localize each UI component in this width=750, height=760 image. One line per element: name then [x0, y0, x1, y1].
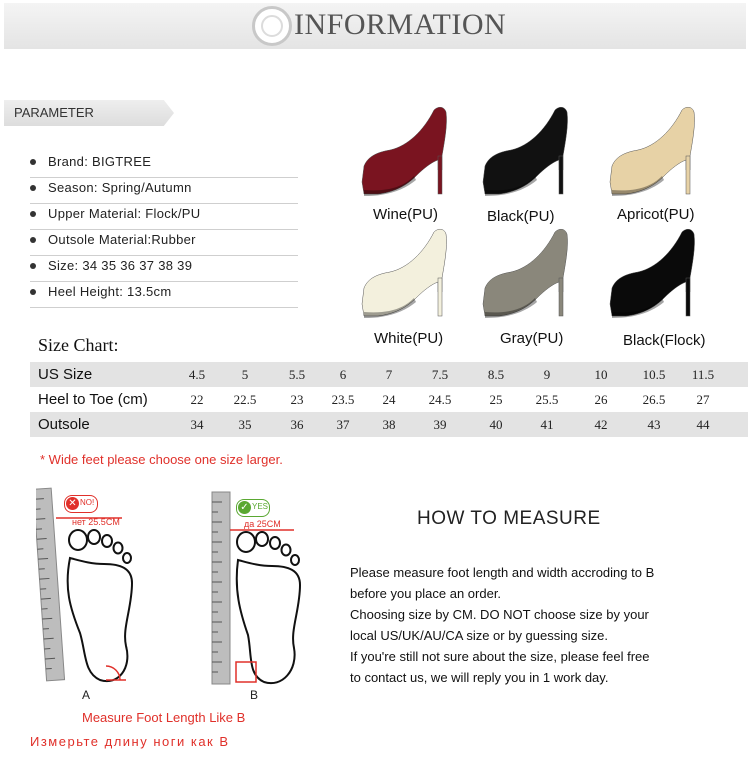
size-chart-row-label: US Size	[38, 366, 93, 383]
size-chart-cell: 7.5	[431, 367, 449, 382]
size-chart-cell: 35	[238, 417, 252, 432]
size-chart-cell: 10.5	[642, 367, 666, 382]
parameter-tab-label: PARAMETER	[14, 105, 94, 120]
size-chart-cell: 22	[190, 392, 204, 407]
size-chart-cell: 23.5	[331, 392, 355, 407]
size-chart-cell: 37	[336, 417, 350, 432]
size-chart-cell: 9	[543, 367, 551, 382]
size-chart-cell: 24.5	[428, 392, 452, 407]
size-chart-cell: 39	[433, 417, 447, 432]
wrong-foot-outline-icon	[60, 528, 142, 686]
spec-row	[30, 255, 298, 282]
spec-text: Outsole Material:Rubber	[48, 232, 196, 247]
shoe-image	[358, 104, 458, 200]
shoe-heel	[559, 156, 563, 194]
wide-feet-note: * Wide feet please choose one size larger.	[40, 452, 283, 467]
shoe-body	[610, 229, 695, 316]
shoe-heel	[438, 278, 442, 316]
correct-foot-outline-icon	[232, 530, 314, 688]
shoe-color-label: Black(PU)	[487, 208, 555, 225]
header-circle-logo	[252, 6, 292, 46]
shoe-color-label: White(PU)	[374, 330, 444, 347]
instruction-line: Please measure foot length and width accroding to B	[350, 565, 655, 580]
size-chart-cell: 27	[696, 392, 710, 407]
instruction-line: Choosing size by CM. DO NOT choose size by your	[350, 607, 649, 622]
spec-text: Season: Spring/Autumn	[48, 180, 192, 195]
bullet-icon	[30, 211, 36, 217]
bullet-icon	[30, 237, 36, 243]
instruction-line: local US/UK/AU/CA size or by guessing size.	[350, 628, 608, 643]
size-chart-cell: 24	[382, 392, 396, 407]
size-chart-cell: 42	[594, 417, 608, 432]
size-chart-cell: 4.5	[188, 367, 206, 382]
measure-caption-russian: Измерьте длину ноги как В	[30, 734, 230, 749]
size-chart-cell: 5.5	[288, 367, 306, 382]
spec-text: Size: 34 35 36 37 38 39	[48, 258, 193, 273]
shoe-image	[479, 104, 579, 200]
instruction-line: If you're still not sure about the size, please feel free	[350, 649, 650, 664]
size-chart-cell: 26.5	[642, 392, 666, 407]
size-chart-cell: 11.5	[691, 367, 715, 382]
shoe-image	[606, 104, 706, 200]
shoe-color-label: Apricot(PU)	[617, 206, 695, 223]
bullet-icon	[30, 159, 36, 165]
size-chart-cell: 40	[489, 417, 503, 432]
correct-measure-text: да 25CM	[244, 519, 281, 529]
spec-text: Upper Material: Flock/PU	[48, 206, 201, 221]
spec-text: Heel Height: 13.5cm	[48, 284, 172, 299]
spec-row	[30, 229, 298, 256]
size-chart-cell: 8.5	[487, 367, 505, 382]
spec-row	[30, 151, 298, 178]
shoe-heel	[686, 278, 690, 316]
bullet-icon	[30, 185, 36, 191]
size-chart-row	[30, 362, 748, 387]
shoe-body	[483, 107, 568, 194]
bullet-icon	[30, 263, 36, 269]
shoe-color-label: Wine(PU)	[373, 206, 439, 223]
label-b: B	[250, 688, 259, 702]
yes-badge-label: YES	[252, 502, 269, 511]
spec-row	[30, 203, 298, 230]
spec-text: Brand: BIGTREE	[48, 154, 152, 169]
size-chart-cell: 6	[339, 367, 347, 382]
size-chart-cell: 36	[290, 417, 304, 432]
size-chart-cell: 5	[241, 367, 249, 382]
size-chart-title: Size Chart:	[38, 335, 119, 355]
size-chart-cell: 26	[594, 392, 608, 407]
cross-icon: ✕	[66, 497, 79, 510]
shoe-color-label: Black(Flock)	[623, 332, 706, 349]
size-chart-row-label: Heel to Toe (cm)	[38, 391, 148, 408]
shoe-heel	[686, 156, 690, 194]
shoe-image	[479, 226, 579, 322]
size-chart-cell: 38	[382, 417, 396, 432]
shoe-heel	[438, 156, 442, 194]
size-chart-cell: 43	[647, 417, 661, 432]
shoe-image	[606, 226, 706, 322]
spec-row	[30, 281, 298, 308]
size-chart-cell: 25.5	[535, 392, 559, 407]
size-chart-cell: 22.5	[233, 392, 257, 407]
size-chart-cell: 23	[290, 392, 304, 407]
yes-badge	[236, 499, 270, 517]
size-chart-row-label: Outsole	[38, 416, 90, 433]
size-chart-row	[30, 387, 748, 412]
how-to-measure-title: HOW TO MEASURE	[417, 508, 601, 529]
shoe-color-label: Gray(PU)	[500, 330, 564, 347]
wrong-measure-text: нет 25.5CM	[72, 517, 120, 527]
shoe-body	[362, 107, 447, 194]
instruction-line: to contact us, we will reply you in 1 work day.	[350, 670, 609, 685]
spec-row	[30, 177, 298, 204]
shoe-body	[610, 107, 695, 194]
shoe-image	[358, 226, 458, 322]
measure-caption-english: Measure Foot Length Like B	[82, 710, 246, 725]
size-chart-cell: 10	[594, 367, 608, 382]
label-a: A	[82, 688, 91, 702]
size-chart-cell: 7	[385, 367, 393, 382]
size-chart-cell: 44	[696, 417, 710, 432]
no-badge-label: NO!	[80, 498, 95, 507]
shoe-body	[483, 229, 568, 316]
size-chart-row	[30, 412, 748, 437]
instruction-line: before you place an order.	[350, 586, 502, 601]
shoe-heel	[559, 278, 563, 316]
shoe-body	[362, 229, 447, 316]
bullet-icon	[30, 289, 36, 295]
size-chart-cell: 34	[190, 417, 204, 432]
header-title: INFORMATION	[294, 8, 507, 41]
size-chart-cell: 41	[540, 417, 554, 432]
no-badge	[64, 495, 98, 513]
check-icon: ✓	[238, 501, 251, 514]
size-chart-cell: 25	[489, 392, 503, 407]
